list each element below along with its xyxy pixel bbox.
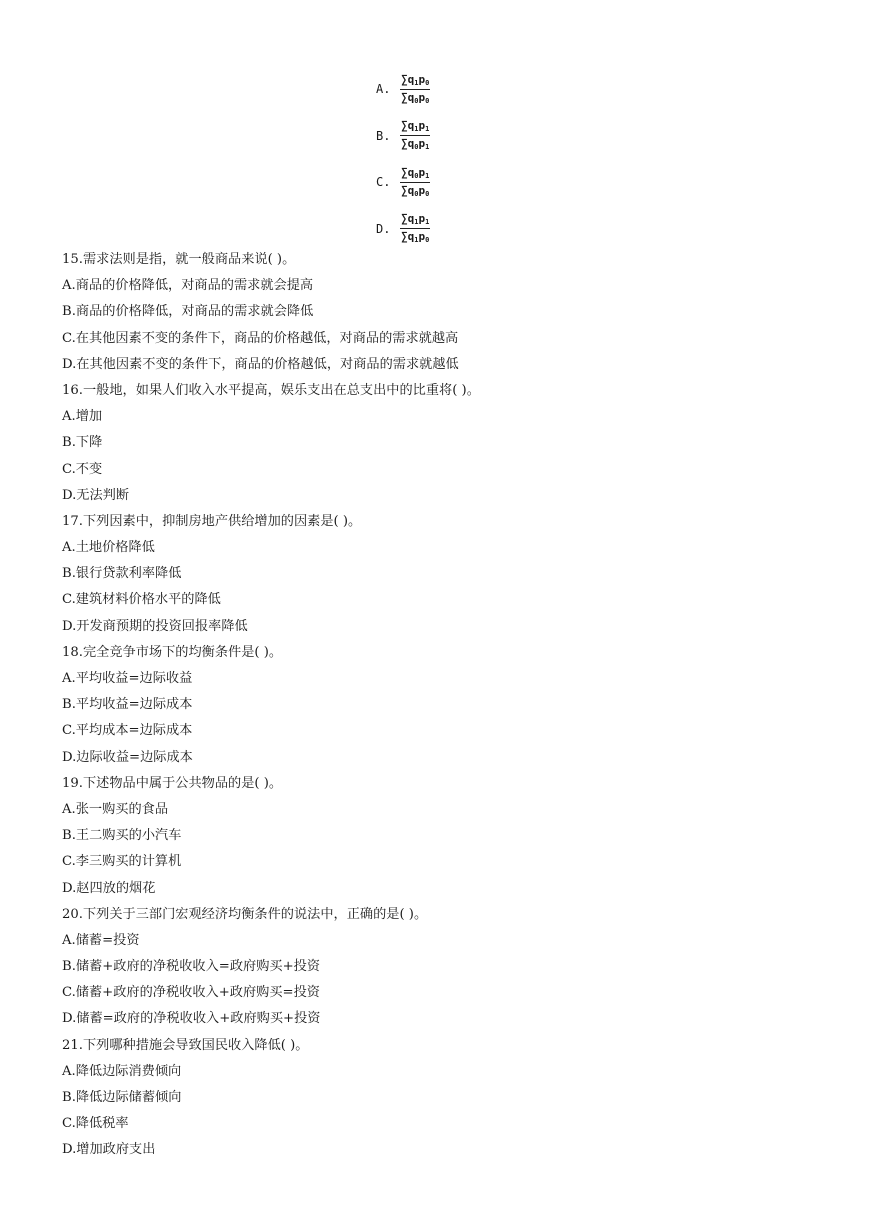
fraction <box>400 167 430 198</box>
question-19-option-c: C.李三购买的计算机 <box>62 854 182 870</box>
question-16-option-b: B.下降 <box>62 435 103 451</box>
denominator: $\sum q_0p_0$ <box>401 183 430 198</box>
question-15-stem: 15.需求法则是指，就一般商品来说( )。 <box>62 252 296 267</box>
question-17-option-b: B.银行贷款利率降低 <box>62 566 182 582</box>
option-letter: A. <box>376 82 391 97</box>
formula-options <box>376 66 496 252</box>
question-17-option-d: D.开发商预期的投资回报率降低 <box>62 618 248 634</box>
numerator: $\sum q_0p_1$ <box>400 167 430 183</box>
formula-option-b <box>376 113 496 160</box>
option-letter: D. <box>376 221 391 236</box>
question-19-stem: 19.下述物品中属于公共物品的是( )。 <box>62 775 283 791</box>
question-21-stem: 21.下列哪种措施会导致国民收入降低( )。 <box>62 1037 309 1053</box>
question-20-stem: 20.下列关于三部门宏观经济均衡条件的说法中，正确的是( )。 <box>62 906 428 922</box>
question-16-option-a: A.增加 <box>62 409 103 425</box>
formula-option-d <box>376 206 496 253</box>
question-17-stem: 17.下列因素中，抑制房地产供给增加的因素是( )。 <box>62 513 362 529</box>
question-18-option-d: D.边际收益=边际成本 <box>62 749 193 765</box>
question-18-option-b: B.平均收益=边际成本 <box>62 697 193 713</box>
denominator: $\sum q_0p_1$ <box>401 137 430 152</box>
question-18-option-a: A.平均收益=边际收益 <box>62 671 193 686</box>
question-20-option-b: B.储蓄+政府的净税收收入=政府购买+投资 <box>62 959 321 975</box>
formula-option-a <box>376 66 496 113</box>
question-18-option-c: C.平均成本=边际成本 <box>62 723 193 739</box>
question-17-option-a: A.土地价格降低 <box>62 540 155 556</box>
option-letter: B. <box>376 128 391 143</box>
fraction <box>400 213 430 244</box>
question-20-option-a: A.储蓄=投资 <box>62 932 140 948</box>
question-21-option-b: B.降低边际储蓄倾向 <box>62 1090 182 1105</box>
question-17-option-c: C.建筑材料价格水平的降低 <box>62 592 221 608</box>
question-19-option-b: B.王二购买的小汽车 <box>62 828 182 844</box>
question-16-option-d: D.无法判断 <box>62 487 130 503</box>
fraction <box>400 120 430 151</box>
question-20-option-c: C.储蓄+政府的净税收收入+政府购买=投资 <box>62 985 320 1001</box>
question-21-option-a: A.降低边际消费倾向 <box>62 1063 182 1079</box>
denominator: $\sum q_1p_0$ <box>401 230 430 245</box>
numerator: $\sum q_1p_1$ <box>400 120 430 136</box>
numerator: $\sum q_1p_1$ <box>400 213 430 229</box>
question-16-option-c: C.不变 <box>62 461 103 477</box>
denominator: $\sum q_0p_0$ <box>401 90 430 105</box>
question-18-stem: 18.完全竞争市场下的均衡条件是( )。 <box>62 644 283 660</box>
numerator: $\sum q_1p_0$ <box>400 74 430 90</box>
question-15-option-d: D.在其他因素不变的条件下，商品的价格越低，对商品的需求就越低 <box>62 356 459 372</box>
question-21-option-c: C.降低税率 <box>62 1116 129 1132</box>
question-16-stem: 16.一般地，如果人们收入水平提高，娱乐支出在总支出中的比重将( )。 <box>62 382 480 398</box>
question-15-option-b: B.商品的价格降低，对商品的需求就会降低 <box>62 304 314 320</box>
question-21-option-d: D.增加政府支出 <box>62 1142 156 1158</box>
question-19-option-a: A.张一购买的食品 <box>62 801 169 817</box>
question-list <box>62 247 822 1164</box>
option-letter: C. <box>376 175 391 190</box>
question-19-option-d: D.赵四放的烟花 <box>62 880 156 896</box>
fraction <box>400 74 430 105</box>
question-20-option-d: D.储蓄=政府的净税收收入+政府购买+投资 <box>62 1011 321 1027</box>
question-15-option-a: A.商品的价格降低，对商品的需求就会提高 <box>62 278 314 294</box>
formula-option-c <box>376 159 496 206</box>
question-15-option-c: C.在其他因素不变的条件下，商品的价格越低，对商品的需求就越高 <box>62 330 459 346</box>
